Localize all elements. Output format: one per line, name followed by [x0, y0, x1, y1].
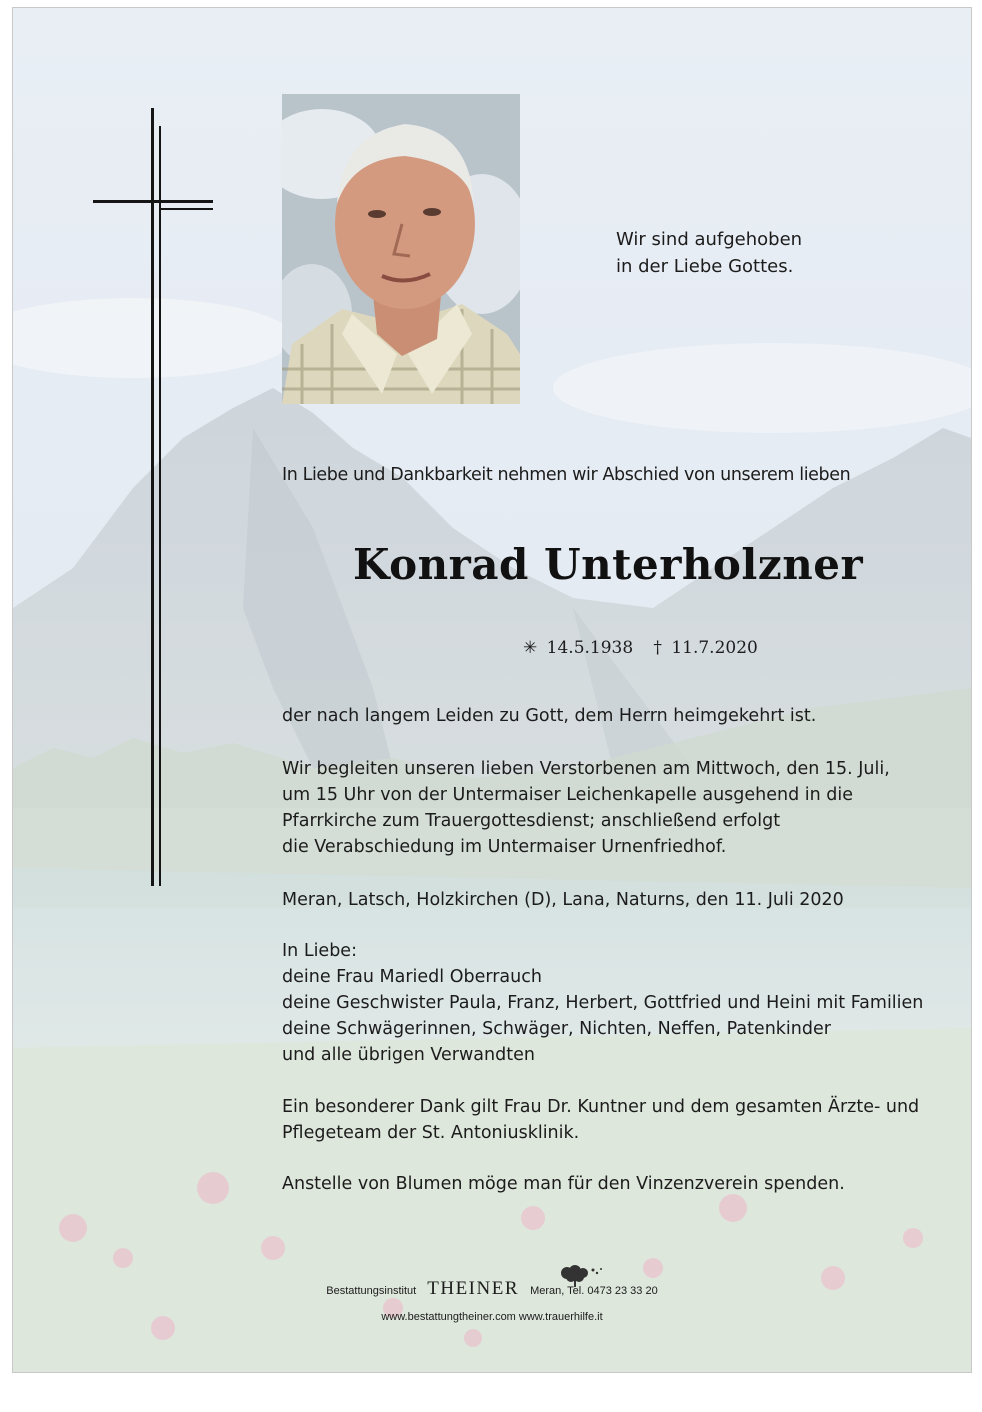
motto-line: in der Liebe Gottes. [616, 256, 794, 277]
text-line: Wir begleiten unseren lieben Verstorbenen am Mittwoch, den 15. Juli, [282, 759, 890, 779]
text-line: Ein besonderer Dank gilt Frau Dr. Kuntner und dem gesamten Ärzte- und [282, 1097, 920, 1117]
donation-paragraph [282, 1171, 845, 1197]
birth-symbol-icon: ✳ [523, 638, 538, 658]
obituary-card [12, 7, 972, 1373]
portrait-photo [282, 94, 520, 404]
text-line: Pfarrkirche zum Trauergottesdienst; anschließend erfolgt [282, 811, 781, 831]
funeral-home-websites[interactable]: www.bestattungtheiner.com www.trauerhilfe.it [381, 1311, 603, 1323]
mourners-paragraph [282, 938, 923, 1068]
text-line: deine Geschwister Paula, Franz, Herbert, Gottfried und Heini mit Familien [282, 993, 924, 1013]
intro-text: In Liebe und Dankbarkeit nehmen wir Abschied von unserem lieben [282, 465, 851, 485]
place-date-paragraph [282, 887, 844, 913]
text-line: Anstelle von Blumen möge man für den Vinzenzverein spenden. [282, 1174, 845, 1194]
text-line: In Liebe: [282, 941, 357, 961]
motto-text [616, 226, 802, 280]
text-line: und alle übrigen Verwandten [282, 1045, 535, 1065]
text-line: deine Schwägerinnen, Schwäger, Nichten, Neffen, Patenkinder [282, 1019, 831, 1039]
text-line: Pflegeteam der St. Antoniusklinik. [282, 1123, 580, 1143]
funeral-home-brand: THEINER [427, 1278, 520, 1299]
funeral-home-line [13, 1278, 971, 1300]
death-symbol-icon: † [653, 638, 662, 658]
funeral-paragraph [282, 756, 890, 860]
text-line: um 15 Uhr von der Untermaiser Leichenkapelle ausgehend in die [282, 785, 854, 805]
text-line: Meran, Latsch, Holzkirchen (D), Lana, Naturns, den 11. Juli 2020 [282, 890, 844, 910]
birth-date: 14.5.1938 [546, 638, 634, 658]
funeral-home-contact: Meran, Tel. 0473 23 33 20 [530, 1285, 658, 1297]
text-line: die Verabschiedung im Untermaiser Urnenfriedhof. [282, 837, 727, 857]
life-dates [523, 638, 762, 658]
homecoming-paragraph [282, 703, 816, 729]
text-line: der nach langem Leiden zu Gott, dem Herrn heimgekehrt ist. [282, 706, 817, 726]
motto-line: Wir sind aufgehoben [616, 229, 803, 250]
death-date: 11.7.2020 [671, 638, 758, 658]
text-line: deine Frau Mariedl Oberrauch [282, 967, 542, 987]
deceased-name: Konrad Unterholzner [353, 540, 864, 589]
funeral-home-label: Bestattungsinstitut [326, 1285, 417, 1297]
thanks-paragraph [282, 1094, 919, 1146]
